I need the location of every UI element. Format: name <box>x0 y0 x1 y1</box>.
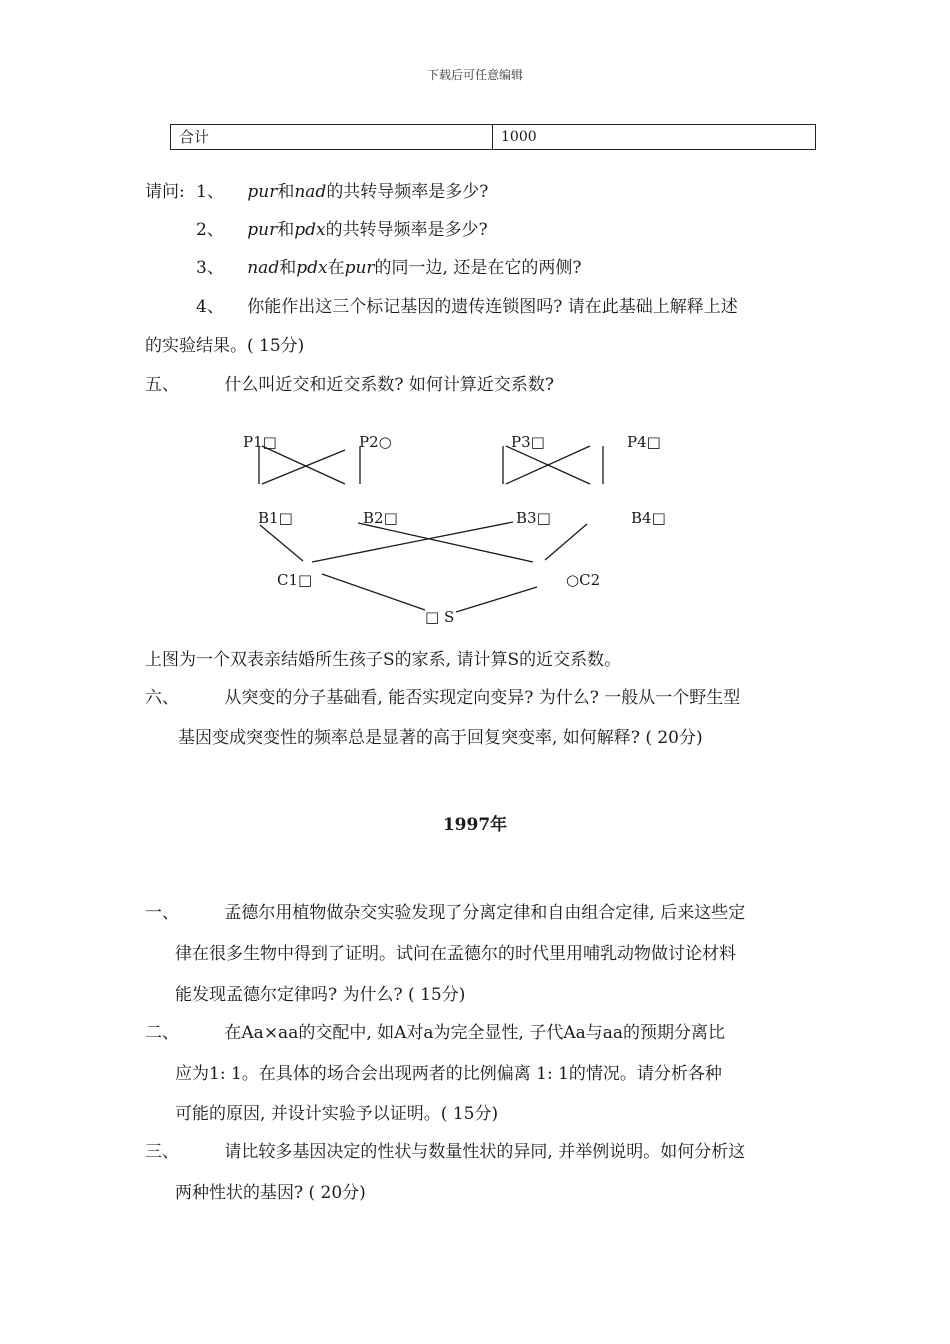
y1997-q3-line-2: 两种性状的基因? ( 20分) <box>175 1183 366 1203</box>
b3-c1-line <box>312 522 513 562</box>
b2-c2-line <box>358 523 533 562</box>
y1997-q2-number: 二、 <box>145 1023 179 1043</box>
page-header: 下载后可任意编辑 <box>426 68 523 82</box>
table-label-cell: 合计 <box>171 125 493 149</box>
q4-item-2: 2、 pur和pdx的共转导频率是多少? <box>196 220 488 240</box>
b1-c1-line <box>260 525 303 561</box>
q4-item-4: 4、 你能作出这三个标记基因的遗传连锁图吗? 请在此基础上解释上述 <box>196 297 738 317</box>
y1997-q3-line-1: 三、 请比较多基因决定的性状与数量性状的异同, 并举例说明。如何分析这 <box>145 1142 746 1162</box>
y1997-q2-line-2: 应为1: 1。在具体的场合会出现两者的比例偏离 1: 1的情况。请分析各种 <box>175 1064 722 1084</box>
table-value-cell: 1000 <box>501 129 537 145</box>
q5-number: 五、 <box>145 375 179 395</box>
c1-s-line <box>322 574 425 610</box>
y1997-q1-line-1: 一、 孟德尔用植物做杂交实验发现了分离定律和自由组合定律, 后来这些定 <box>145 903 746 923</box>
node-b3: B3□ <box>516 509 551 527</box>
y1997-q3-number: 三、 <box>145 1142 179 1162</box>
q6-line-2: 基因变成突变性的频率总是显著的高于回复突变率, 如何解释? ( 20分) <box>178 728 703 748</box>
node-c2: ○C2 <box>566 571 601 589</box>
c2-s-line <box>456 587 537 612</box>
q4-item-4-continuation: 的实验结果。( 15分) <box>145 336 305 356</box>
node-p4: P4□ <box>627 433 661 451</box>
y1997-q2-line-3: 可能的原因, 并设计实验予以证明。( 15分) <box>175 1104 499 1124</box>
q5 <box>145 370 554 395</box>
q4-lead: 请问: <box>145 182 185 202</box>
node-b4: B4□ <box>631 509 666 527</box>
node-b1: B1□ <box>258 509 293 527</box>
y1997-q2-line-1: 二、 在Aa×aa的交配中, 如A对a为完全显性, 子代Aa与aa的预期分离比 <box>145 1023 726 1043</box>
y1997-q1-line-3: 能发现孟德尔定律吗? 为什么? ( 15分) <box>175 985 466 1005</box>
node-p3: P3□ <box>511 433 545 451</box>
q6-line-1: 六、 从突变的分子基础看, 能否实现定向变异? 为什么? 一般从一个野生型 <box>145 688 741 708</box>
q5-text: 什么叫近交和近交系数? 如何计算近交系数? <box>224 375 555 395</box>
node-b2: B2□ <box>363 509 398 527</box>
node-p2: P2○ <box>359 433 392 451</box>
year-title: 1997年 <box>442 815 508 835</box>
q4-item-3: 3、 nad和pdx在pur的同一边, 还是在它的两侧? <box>196 258 582 278</box>
y1997-q1-line-2: 律在很多生物中得到了证明。试问在孟德尔的时代里用哺乳动物做讨论材料 <box>175 944 736 964</box>
b4-c2-line <box>545 524 587 560</box>
q4-item-1: 请问: 1、 pur和nad的共转导频率是多少? <box>145 182 489 202</box>
q6-number: 六、 <box>145 688 179 708</box>
pedigree-caption: 上图为一个双表亲结婚所生孩子S的家系, 请计算S的近交系数。 <box>145 650 622 670</box>
node-c1: C1□ <box>277 571 313 589</box>
node-s: □ S <box>425 608 455 626</box>
y1997-q1-number: 一、 <box>145 903 179 923</box>
pedigree-diagram <box>0 420 950 630</box>
node-p1: P1□ <box>243 433 277 451</box>
total-table-row <box>170 124 816 150</box>
